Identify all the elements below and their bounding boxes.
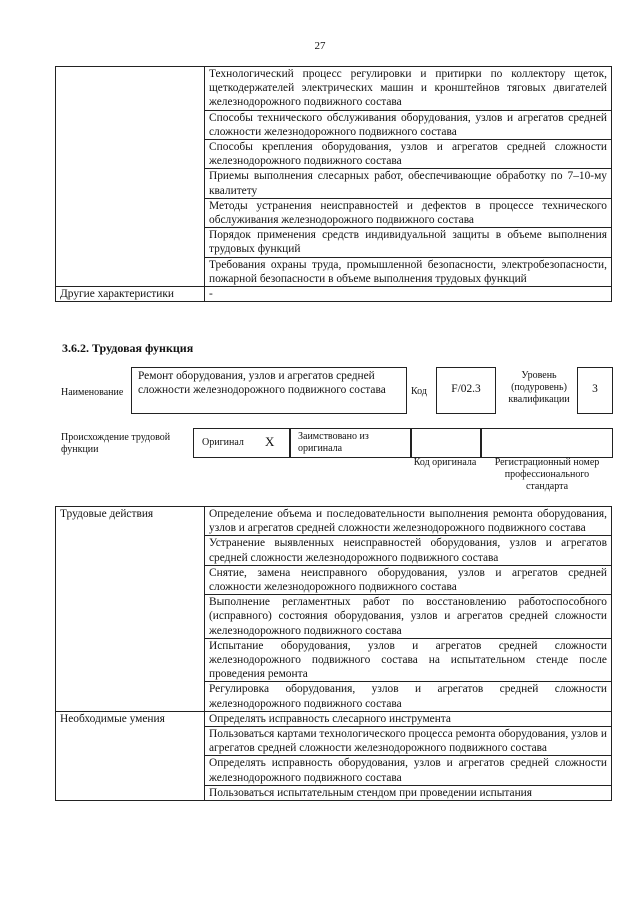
row-item: Пользоваться испытательным стендом при проведении испытания: [205, 785, 612, 800]
table-row: [56, 507, 612, 536]
level-box: [577, 367, 613, 414]
level-label: Уровень (подуровень) квалификации: [508, 370, 570, 405]
level-value: 3: [592, 383, 598, 395]
row-item: Порядок применения средств индивидуальной защиты в объеме выполнения трудовых функций: [205, 228, 612, 257]
section-title: 3.6.2. Трудовая функция: [62, 341, 194, 355]
row-item: Требования охраны труда, промышленной безопасности, электробезопасности, пожарной безопасности в объеме выполнения трудовых функций: [205, 257, 612, 286]
row-label: Другие характеристики: [56, 287, 205, 302]
row-item: Определение объема и последовательности выполнения ремонта оборудования, узлов и агрегатов средней сложности железнодорожного подвижного состава: [205, 507, 612, 536]
row-item: Технологический процесс регулировки и притирки по коллектору щеток, щеткодержателей электрических машин и кронштейнов тяговых двигателей железнодорожного подвижного состава: [205, 67, 612, 111]
name-value-box: [131, 367, 407, 414]
row-item: Определять исправность оборудования, узлов и агрегатов средней сложности железнодорожного подвижного состава: [205, 756, 612, 785]
code-label: Код: [411, 386, 427, 397]
row-item: Снятие, замена неисправного оборудования, узлов и агрегатов средней сложности железнодорожного подвижного состава: [205, 565, 612, 594]
code-original-box: [410, 428, 482, 458]
function-name: Ремонт оборудования, узлов и агрегатов средней сложности железнодорожного подвижного состава: [138, 370, 386, 397]
code-box: [436, 367, 496, 414]
original-label: Оригинал: [202, 437, 244, 448]
row-item: Регулировка оборудования, узлов и агрегатов средней сложности железнодорожного подвижного состава: [205, 682, 612, 711]
table-row: [56, 711, 612, 726]
row-item: Выполнение регламентных работ по восстановлению работоспособного (исправного) состояния оборудования, узлов и агрегатов средней сложности железнодорожного подвижного состава: [205, 595, 612, 639]
row-item: -: [205, 287, 612, 302]
page-number: 27: [314, 40, 326, 52]
row-item: Устранение выявленных неисправностей оборудования, узлов и агрегатов средней сложности железнодорожного подвижного состава: [205, 536, 612, 565]
row-item: Приемы выполнения слесарных работ, обеспечивающие обработку по 7–10-му квалитету: [205, 169, 612, 198]
row-item: Определять исправность слесарного инструмента: [205, 711, 612, 726]
table-row: [56, 67, 612, 111]
origin-label: Происхождение трудовой функции: [61, 432, 171, 455]
original-box: [193, 428, 291, 458]
original-mark: X: [265, 434, 275, 449]
row-item: Методы устранения неисправностей и дефектов в процессе технического обслуживания железнодорожного подвижного состава: [205, 198, 612, 227]
actions-table: [55, 506, 612, 801]
row-item: Испытание оборудования, узлов и агрегатов средней сложности железнодорожного подвижного состава на испытательном стенде после проведения ремонта: [205, 638, 612, 682]
row-label: Необходимые умения: [56, 711, 205, 800]
knowledge-table: [55, 66, 612, 302]
row-item: Пользоваться картами технологического процесса ремонта оборудования, узлов и агрегатов средней сложности железнодорожного подвижного состава: [205, 727, 612, 756]
reg-number-label: Регистрационный номер профессионального стандарта: [494, 457, 600, 492]
name-label: Наименование: [61, 387, 124, 398]
table-row: [56, 287, 612, 302]
row-item: Способы крепления оборудования, узлов и агрегатов средней сложности железнодорожного подвижного состава: [205, 140, 612, 169]
code-value: F/02.3: [451, 383, 481, 395]
reg-number-box: [480, 428, 613, 458]
row-label: [56, 67, 205, 287]
row-item: Способы технического обслуживания оборудования, узлов и агрегатов средней сложности железнодорожного подвижного состава: [205, 110, 612, 139]
borrowed-box: [289, 428, 412, 458]
row-label: Трудовые действия: [56, 507, 205, 712]
code-original-label: Код оригинала: [413, 457, 477, 468]
borrowed-label: Заимствовано из оригинала: [298, 431, 369, 454]
